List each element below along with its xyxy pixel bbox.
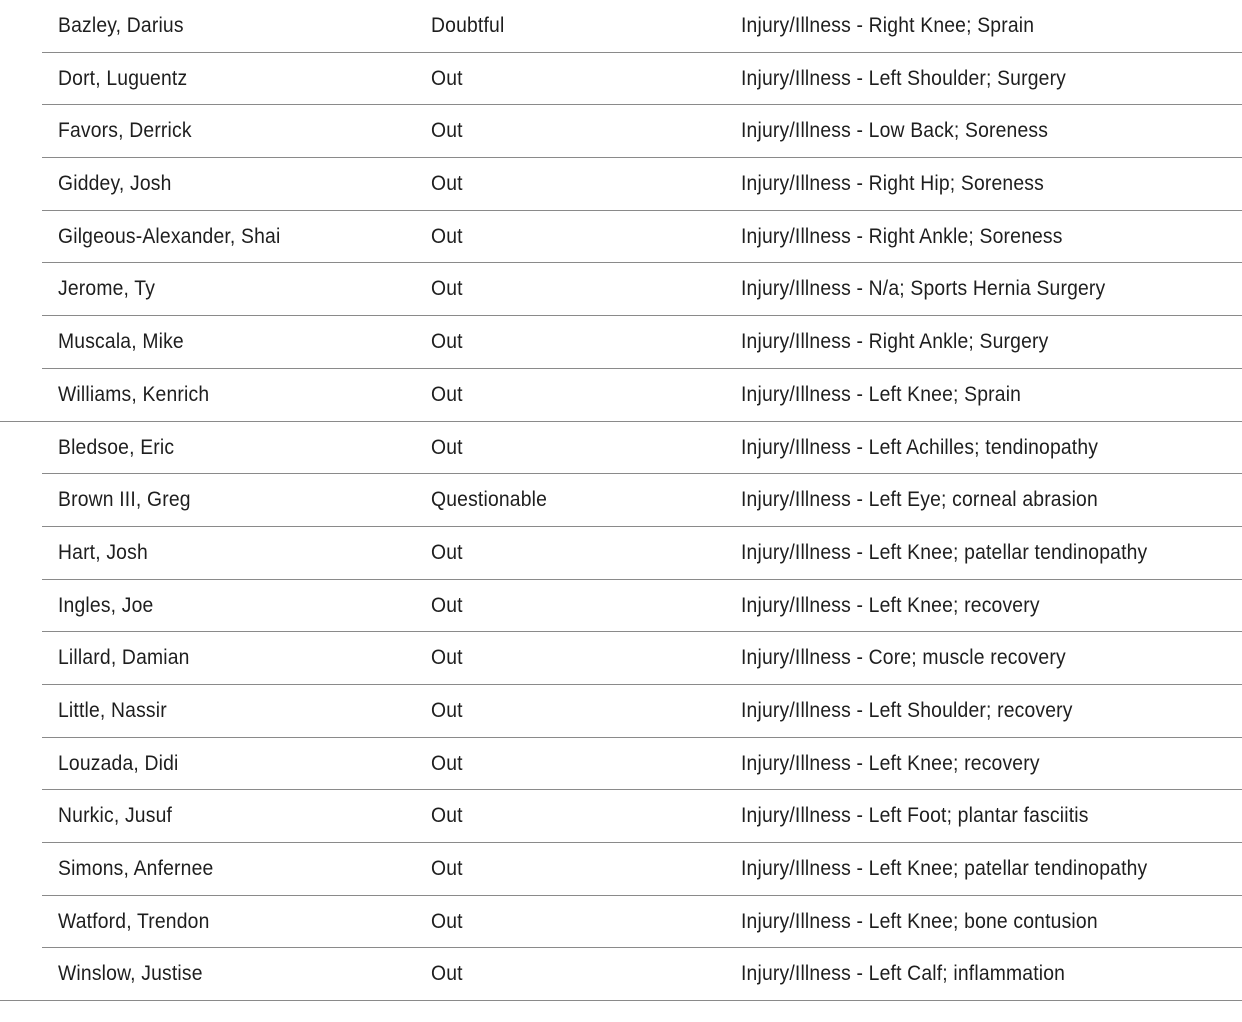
injury-reason: Injury/Illness - N/a; Sports Hernia Surgery [741, 277, 1106, 301]
player-name: Favors, Derrick [58, 119, 192, 143]
table-row [0, 527, 1242, 580]
table-row [0, 474, 1242, 527]
player-name: Muscala, Mike [58, 330, 184, 354]
player-name: Brown III, Greg [58, 488, 191, 512]
player-status: Out [431, 224, 463, 248]
injury-reason: Injury/Illness - Right Knee; Sprain [741, 14, 1035, 37]
player-status: Questionable [431, 488, 548, 512]
player-status: Out [431, 330, 463, 354]
player-status: Out [431, 857, 463, 880]
player-status: Out [431, 382, 463, 406]
injury-reason: Injury/Illness - Left Knee; patellar tendinopathy [741, 540, 1148, 564]
player-status: Out [431, 172, 463, 196]
table-row [0, 790, 1242, 843]
table-row [0, 263, 1242, 316]
table-row [0, 738, 1242, 791]
player-name: Bazley, Darius [58, 14, 184, 37]
table-row [0, 843, 1242, 896]
table-row [0, 580, 1242, 633]
injury-reason: Injury/Illness - Left Foot; plantar fasciitis [741, 804, 1089, 828]
player-name: Simons, Anfernee [58, 857, 214, 880]
player-name: Williams, Kenrich [58, 382, 210, 406]
injury-reason: Injury/Illness - Left Shoulder; recovery [741, 698, 1073, 722]
player-status: Out [431, 804, 463, 828]
table-row [0, 105, 1242, 158]
player-name: Watford, Trendon [58, 909, 210, 933]
player-name: Dort, Luguentz [58, 66, 188, 90]
table-row [0, 369, 1242, 422]
injury-reason: Injury/Illness - Right Ankle; Soreness [741, 224, 1063, 248]
player-name: Bledsoe, Eric [58, 435, 175, 459]
table-row [0, 316, 1242, 369]
injury-reason: Injury/Illness - Left Calf; inflammation [741, 962, 1066, 986]
injury-reason: Injury/Illness - Left Achilles; tendinopathy [741, 435, 1099, 459]
player-name: Gilgeous-Alexander, Shai [58, 224, 281, 248]
player-status: Out [431, 435, 463, 459]
player-status: Doubtful [431, 14, 505, 37]
table-row [0, 632, 1242, 685]
player-status: Out [431, 119, 463, 143]
injury-reason: Injury/Illness - Left Knee; Sprain [741, 382, 1022, 406]
player-status: Out [431, 540, 463, 564]
player-status: Out [431, 646, 463, 670]
player-status: Out [431, 909, 463, 933]
player-name: Little, Nassir [58, 698, 167, 722]
player-status: Out [431, 66, 463, 90]
injury-reason: Injury/Illness - Left Knee; recovery [741, 751, 1040, 775]
player-name: Giddey, Josh [58, 172, 172, 196]
injury-reason: Injury/Illness - Left Knee; recovery [741, 593, 1040, 617]
injury-reason: Injury/Illness - Left Shoulder; Surgery [741, 66, 1067, 90]
player-name: Jerome, Ty [58, 277, 156, 301]
player-name: Hart, Josh [58, 540, 148, 564]
table-row [0, 896, 1242, 949]
table-row [0, 948, 1242, 1001]
injury-reason: Injury/Illness - Left Knee; patellar tendinopathy [741, 857, 1148, 880]
player-status: Out [431, 698, 463, 722]
player-name: Nurkic, Jusuf [58, 804, 173, 828]
table-row [0, 0, 1242, 53]
player-status: Out [431, 277, 463, 301]
injury-reason: Injury/Illness - Right Hip; Soreness [741, 172, 1044, 196]
player-name: Winslow, Justise [58, 962, 203, 986]
player-status: Out [431, 962, 463, 986]
player-status: Out [431, 751, 463, 775]
injury-reason: Injury/Illness - Left Knee; bone contusion [741, 909, 1098, 933]
table-row [0, 685, 1242, 738]
table-row [0, 211, 1242, 264]
player-name: Louzada, Didi [58, 751, 179, 775]
table-row [0, 422, 1242, 475]
player-status: Out [431, 593, 463, 617]
player-name: Lillard, Damian [58, 646, 190, 670]
table-row [0, 158, 1242, 211]
injury-reason: Injury/Illness - Low Back; Soreness [741, 119, 1049, 143]
player-name: Ingles, Joe [58, 593, 154, 617]
table-row [0, 53, 1242, 106]
injury-reason: Injury/Illness - Left Eye; corneal abrasion [741, 488, 1098, 512]
injury-reason: Injury/Illness - Right Ankle; Surgery [741, 330, 1049, 354]
injury-reason: Injury/Illness - Core; muscle recovery [741, 646, 1066, 670]
